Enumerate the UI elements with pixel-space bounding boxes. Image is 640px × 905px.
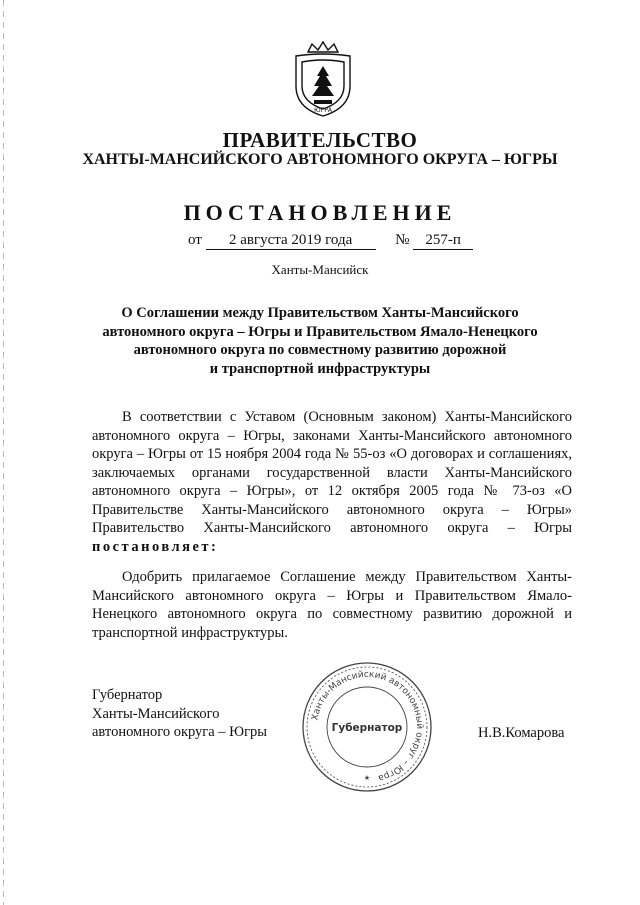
subject-line: автономного округа – Югры и Правительством Ямало-Ненецкого <box>102 323 538 340</box>
stamp-star-icon: ★ <box>363 774 371 782</box>
government-title: ПРАВИТЕЛЬСТВО <box>222 128 418 152</box>
government-subtitle: ХАНТЫ-МАНСИЙСКОГО АВТОНОМНОГО ОКРУГА – ЮГРЫ <box>82 151 558 168</box>
signer-position <box>92 686 267 742</box>
stamp-ring-text: Ханты-Мансийский автономный округ – Югра <box>310 669 425 783</box>
stamp-center-word: Губернатор <box>331 722 403 734</box>
subject-line: и транспортной инфраструктуры <box>209 360 431 377</box>
decree-city: Ханты-Мансийск <box>271 262 369 277</box>
decree-number: 257-п <box>413 232 473 250</box>
document-type-title: ПОСТАНОВЛЕНИЕ <box>183 200 457 225</box>
decree-date: 2 августа 2019 года <box>206 232 376 250</box>
signer-position-line: Губернатор <box>92 687 163 703</box>
signer-position-line: Ханты-Мансийского <box>92 705 220 722</box>
signer-position-line: автономного округа – Югры <box>92 724 268 740</box>
signer-name: Н.В.Комарова <box>478 725 565 741</box>
coat-of-arms-icon <box>292 40 354 120</box>
resolution-paragraph <box>92 568 572 642</box>
subject-line: автономного округа по совместному развитию дорожной <box>133 342 507 358</box>
preamble-paragraph <box>92 408 572 556</box>
resolves-word: постановляет: <box>92 538 219 555</box>
emblem-caption: ЮГРА <box>314 107 332 114</box>
number-prefix: № <box>395 232 410 248</box>
official-stamp <box>300 660 434 794</box>
decree-subject <box>90 304 550 378</box>
preamble-text: В соответствии с Уставом (Основным законом) Ханты-Мансийского автономного округа – Югры, законами Ханты-Мансийского автономного округа – Югры от 15 ноября 2004 года № 55-оз «О договорах и соглашениях, заключаемых органами государственной власти Ханты-Мансийского автономного округа – Югры», от 12 октября 2005 года № 73-оз «О Правительстве Ханты-Мансийского автономного округа – Югры» Правительство Ханты-Мансийского автономного округа – Югры <box>92 409 572 536</box>
date-prefix: от <box>188 232 202 248</box>
decree-date-number-line <box>188 232 473 250</box>
resolution-text: Одобрить прилагаемое Соглашение между Правительством Ханты-Мансийского автономного округа – Югры и Правительством Ямало-Ненецкого автономного округа по совместному развитию дорожной и транспортной инфраструктуры. <box>92 569 572 641</box>
subject-line: О Соглашении между Правительством Ханты-Мансийского <box>121 305 519 321</box>
